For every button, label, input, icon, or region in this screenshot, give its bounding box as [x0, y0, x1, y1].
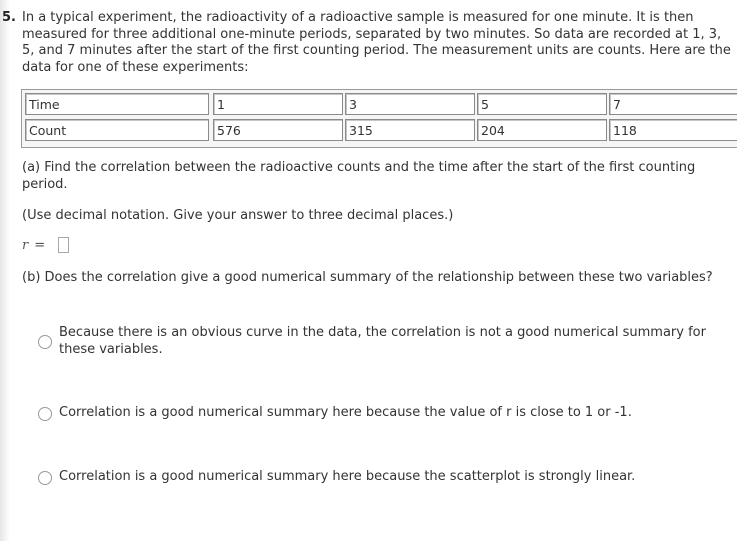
table-cell-count-3: 204 [477, 119, 607, 141]
part-b-prompt: (b) Does the correlation give a good numerical summary of the relationship between these two variables? [22, 270, 713, 285]
answer-equals: = [34, 238, 46, 253]
option-2-radio[interactable] [38, 407, 52, 421]
part-a-prompt: (a) Find the correlation between the radioactive counts and the time after the start of the first counting period. [22, 160, 696, 192]
table-cell-count-4: 118 [609, 119, 737, 141]
part-a-instruction: (Use decimal notation. Give your answer to three decimal places.) [22, 208, 454, 223]
question-number: 5. [2, 10, 16, 25]
table-row-label-count: Count [25, 119, 209, 141]
table-row-label-time: Time [25, 93, 209, 115]
data-table [21, 89, 737, 148]
question-intro: In a typical experiment, the radioactivity of a radioactive sample is measured for one minute. It is then measured for three additional one-minute periods, separated by two minutes. So data are recorded at 1, 3, 5, and 7 minutes after the start of the first counting period. The measurement units are counts. Here are the data for one of these experiments: [22, 10, 731, 75]
table-cell-count-1: 576 [213, 119, 343, 141]
option-1-radio[interactable] [38, 335, 52, 349]
table-cell-time-1: 1 [213, 93, 343, 115]
option-3-label[interactable]: Correlation is a good numerical summary here because the scatterplot is strongly linear. [59, 469, 636, 484]
table-cell-time-3: 5 [477, 93, 607, 115]
correlation-answer-input[interactable] [58, 237, 69, 253]
option-3-radio[interactable] [38, 471, 52, 485]
answer-label [22, 237, 50, 255]
left-margin-shade [0, 0, 10, 541]
option-2-label[interactable]: Correlation is a good numerical summary here because the value of r is close to 1 or -1. [59, 405, 632, 420]
table-cell-time-4: 7 [609, 93, 737, 115]
answer-variable: r [22, 238, 29, 253]
table-cell-count-2: 315 [345, 119, 475, 141]
table-cell-time-2: 3 [345, 93, 475, 115]
option-1-label[interactable]: Because there is an obvious curve in the data, the correlation is not a good numerical summary for these variables. [59, 325, 706, 357]
